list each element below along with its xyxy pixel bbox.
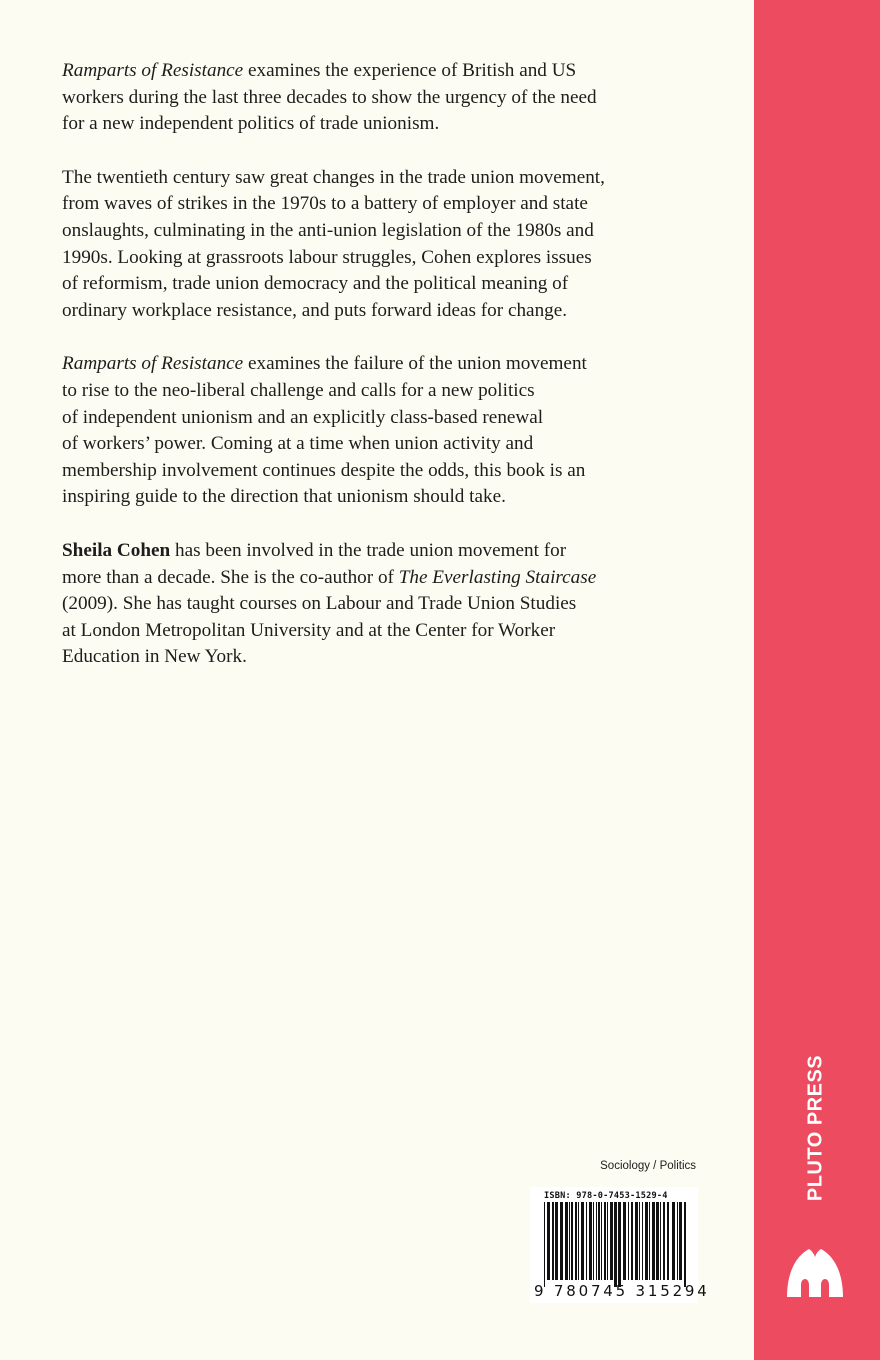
barcode-bar <box>635 1202 638 1280</box>
barcode-bars <box>530 1202 698 1287</box>
barcode-bar <box>601 1202 602 1280</box>
barcode-bar <box>575 1202 577 1280</box>
blurb-paragraph-1 <box>62 58 712 138</box>
barcode-bar <box>598 1202 600 1280</box>
barcode-bar <box>667 1202 669 1280</box>
barcode-bar <box>677 1202 678 1280</box>
blurb-text: examines the experience of British and US workers during the last three decades to show the urgency of the need for a new independent politics of trade unionism. <box>62 60 597 135</box>
barcode-bar <box>578 1202 579 1280</box>
barcode-bar <box>660 1202 661 1280</box>
barcode-bar <box>565 1202 568 1280</box>
barcode-bar <box>593 1202 594 1280</box>
isbn-barcode <box>530 1187 710 1303</box>
barcode-bar <box>656 1202 659 1280</box>
barcode-bar <box>586 1202 587 1280</box>
blurb-column <box>62 58 712 698</box>
author-bio <box>62 538 712 671</box>
barcode-bar <box>618 1202 621 1287</box>
barcode-bar <box>544 1202 545 1287</box>
barcode-bar <box>628 1202 629 1280</box>
isbn-label: ISBN: 978-0-7453-1529-4 <box>544 1191 668 1201</box>
blurb-paragraph-3 <box>62 351 712 511</box>
barcode-bar <box>607 1202 608 1280</box>
author-name: Sheila Cohen <box>62 539 171 561</box>
publisher-name: PLUTO PRESS <box>804 1054 827 1202</box>
barcode-bar <box>571 1202 573 1280</box>
barcode-bar <box>631 1202 633 1280</box>
barcode-digits: 9 780745 315294 <box>534 1282 710 1300</box>
bio-text: has been involved in the trade union movement for more than a decade. She is the co-author of <box>62 539 567 588</box>
barcode-bar <box>623 1202 626 1280</box>
barcode-bar <box>581 1202 584 1280</box>
barcode-bar <box>569 1202 570 1280</box>
barcode-bar <box>645 1202 648 1280</box>
barcode-bar <box>610 1202 613 1280</box>
barcode-bar <box>639 1202 640 1280</box>
barcode-bar <box>684 1202 686 1287</box>
book-title-italic: Ramparts of Resistance <box>62 60 244 81</box>
barcode-bar <box>614 1202 617 1287</box>
bio-text: (2009). She has taught courses on Labour and Trade Union Studies at London Metropolitan University and at the Center for Worker Education in New York. <box>62 593 577 668</box>
barcode-bar <box>652 1202 655 1280</box>
co-authored-title: The Everlasting Staircase <box>398 566 597 588</box>
barcode-bar <box>672 1202 675 1280</box>
book-title-italic: Ramparts of Resistance <box>62 353 244 375</box>
barcode-bar <box>555 1202 558 1280</box>
barcode-bar <box>649 1202 650 1280</box>
pluto-press-logo-icon <box>783 1243 847 1299</box>
blurb-paragraph-2: The twentieth century saw great changes in the trade union movement, from waves of strikes in the 1970s to a battery of employer and state onslaughts, culminating in the anti-union legislation of the 1980s and 1990s. Looking at grassroots labour struggles, Cohen explores issues of reformism, trade union democracy and the political meaning of ordinary workplace resistance, and puts forward ideas for change. <box>62 166 605 321</box>
barcode-bar <box>642 1202 643 1280</box>
barcode-bar <box>679 1202 682 1280</box>
blurb-text: examines the failure of the union movement to rise to the neo-liberal challenge and calls for a new politics of independent unionism and an explicitly class-based renewal of workers’ power. Coming at a time when union activity and membership involvement continues despite the odds, this book is an inspiring guide to the direction that unionism should take. <box>62 353 587 508</box>
category-label: Sociology / Politics <box>600 1160 696 1172</box>
barcode-bar <box>663 1202 665 1280</box>
barcode-bar <box>552 1202 554 1280</box>
barcode-bar <box>589 1202 592 1280</box>
barcode-bar <box>604 1202 606 1280</box>
barcode-bar <box>560 1202 563 1280</box>
barcode-bar <box>596 1202 597 1280</box>
barcode-bar <box>547 1202 550 1280</box>
